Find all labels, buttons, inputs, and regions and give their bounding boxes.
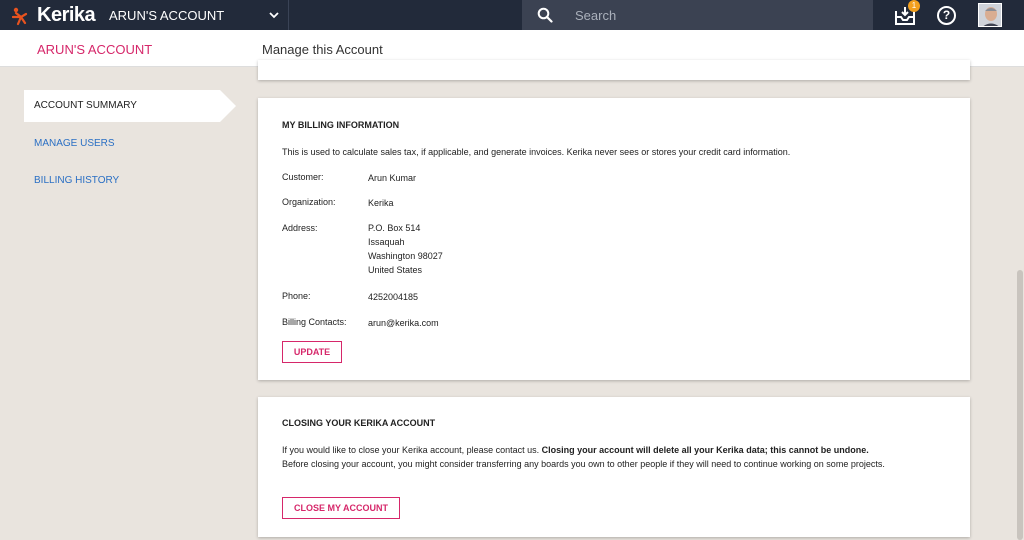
- billing-contacts-label: Billing Contacts:: [282, 317, 347, 327]
- billing-description: This is used to calculate sales tax, if applicable, and generate invoices. Kerika never sees or stores your credit card information.: [282, 147, 791, 157]
- closing-heading: CLOSING YOUR KERIKA ACCOUNT: [282, 418, 436, 428]
- billing-heading: MY BILLING INFORMATION: [282, 120, 400, 130]
- previous-card: [258, 60, 970, 80]
- close-account-button[interactable]: CLOSE MY ACCOUNT: [282, 497, 400, 519]
- kerika-logo-icon: [12, 6, 28, 26]
- active-indicator: [220, 90, 236, 122]
- address-line: Issaquah: [368, 237, 405, 247]
- sidebar-item-manage-users[interactable]: MANAGE USERS: [34, 138, 115, 149]
- customer-label: Customer:: [282, 172, 324, 182]
- organization-value: Kerika: [368, 198, 394, 208]
- help-icon[interactable]: ?: [937, 6, 956, 25]
- address-line: United States: [368, 265, 423, 275]
- sidebar-item-label[interactable]: ACCOUNT SUMMARY: [34, 100, 137, 111]
- chevron-down-icon[interactable]: [268, 9, 280, 21]
- address-label: Address:: [282, 223, 318, 233]
- organization-label: Organization:: [282, 197, 336, 207]
- address-value: [368, 221, 443, 277]
- search-box[interactable]: [522, 0, 873, 30]
- closing-text-2: Before closing your account, you might consider transferring any boards you own to other people if they will need to continue working on some projects.: [282, 459, 885, 469]
- search-input[interactable]: Search: [575, 8, 617, 23]
- avatar-image: [979, 4, 1002, 27]
- billing-card: [258, 98, 970, 380]
- phone-value: 4252004185: [368, 292, 419, 302]
- page-title: Manage this Account: [262, 42, 383, 57]
- update-button[interactable]: UPDATE: [282, 341, 342, 363]
- closing-warning: Closing your account will delete all your Kerika data; this cannot be undone.: [541, 445, 869, 455]
- billing-contacts-value: arun@kerika.com: [368, 318, 439, 328]
- address-line: P.O. Box 514: [368, 223, 421, 233]
- closing-description: [282, 443, 942, 471]
- phone-label: Phone:: [282, 291, 311, 301]
- address-line: Washington 98027: [368, 251, 443, 261]
- notification-badge: 1: [908, 0, 920, 12]
- search-icon[interactable]: [537, 7, 553, 23]
- closing-card: [258, 397, 970, 537]
- top-bar: [0, 0, 1024, 30]
- account-name[interactable]: ARUN'S ACCOUNT: [37, 42, 153, 57]
- brand-name: Kerika: [37, 4, 96, 26]
- closing-text: If you would like to close your Kerika account, please contact us.: [282, 445, 542, 455]
- divider: [288, 0, 289, 30]
- account-switcher-label[interactable]: ARUN'S ACCOUNT: [109, 8, 225, 23]
- avatar[interactable]: [978, 3, 1002, 27]
- scrollbar-thumb[interactable]: [1017, 270, 1023, 540]
- customer-value: Arun Kumar: [368, 173, 417, 183]
- sidebar-item-billing-history[interactable]: BILLING HISTORY: [34, 175, 120, 186]
- logo[interactable]: [12, 4, 95, 27]
